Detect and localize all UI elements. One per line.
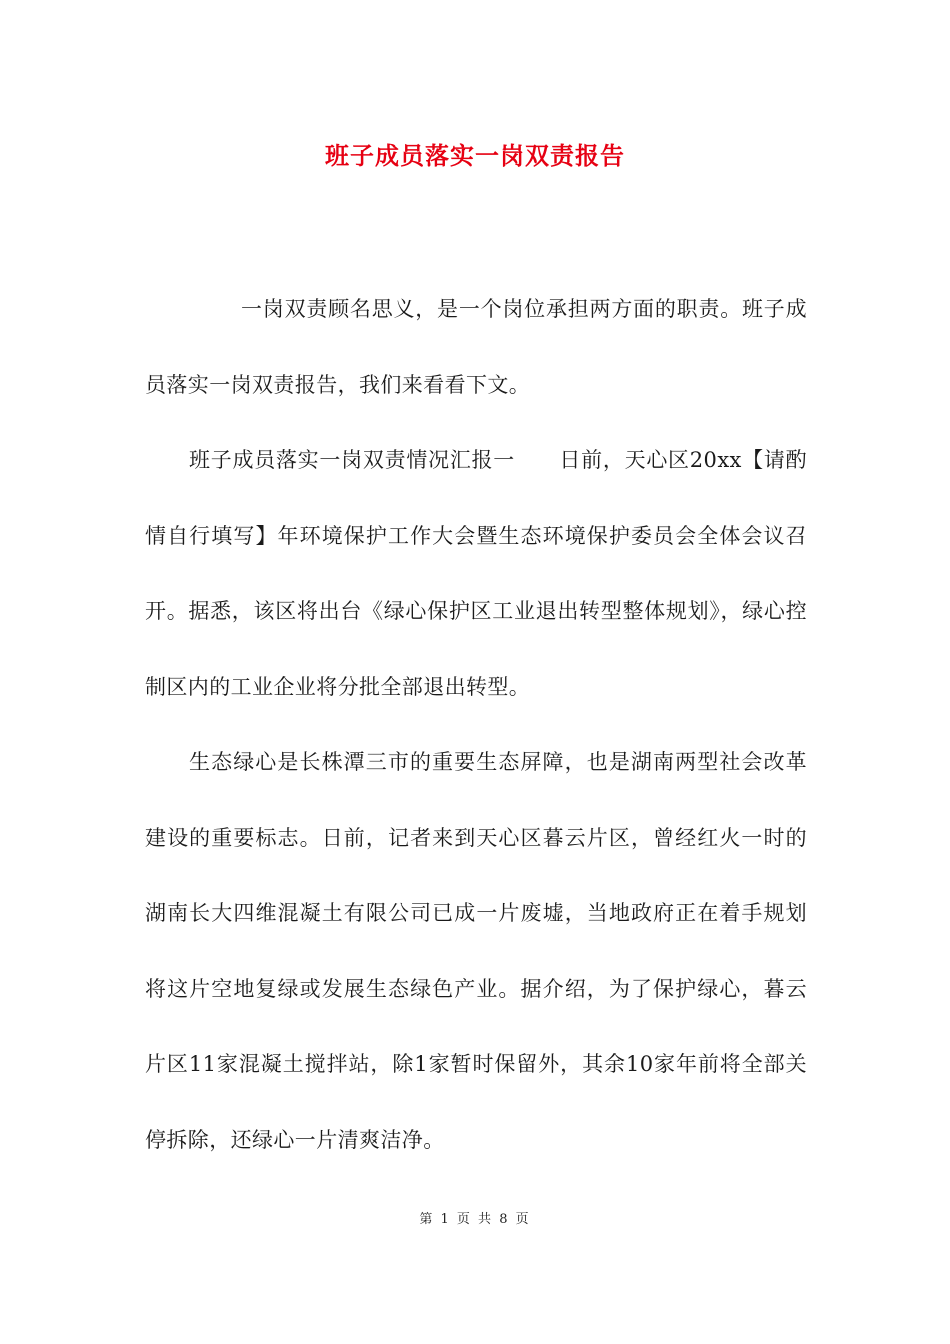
report-heading: 班子成员落实一岗双责情况汇报一 (189, 448, 516, 472)
green-heart-paragraph: 生态绿心是长株潭三市的重要生态屏障，也是湖南两型社会改革建设的重要标志。日前，记者来到天心区暮云片区，曾经红火一时的湖南长大四维混凝土有限公司已成一片废墟，当地政府正在着手规划将这片空地复绿或发展生态绿色产业。据介绍，为了保护绿心，暮云片区11家混凝土搅拌站，除1家暂时保留外，其余10家年前将全部关停拆除，还绿心一片清爽洁净。 (145, 750, 807, 1152)
document-title: 班子成员落实一岗双责报告 (325, 141, 625, 170)
report-paragraph (145, 423, 807, 725)
intro-paragraph: 一岗双责顾名思义，是一个岗位承担两方面的职责。班子成员落实一岗双责报告，我们来看看下文。 (145, 297, 807, 397)
document-body (145, 272, 807, 1178)
report-body-text: 日前，天心区20xx【请酌情自行填写】年环境保护工作大会暨生态环境保护委员会全体会议召开。据悉，该区将出台《绿心保护区工业退出转型整体规划》，绿心控制区内的工业企业将分批全部退出转型。 (145, 448, 808, 699)
page-number-footer: 第 1 页 共 8 页 (419, 1212, 531, 1227)
